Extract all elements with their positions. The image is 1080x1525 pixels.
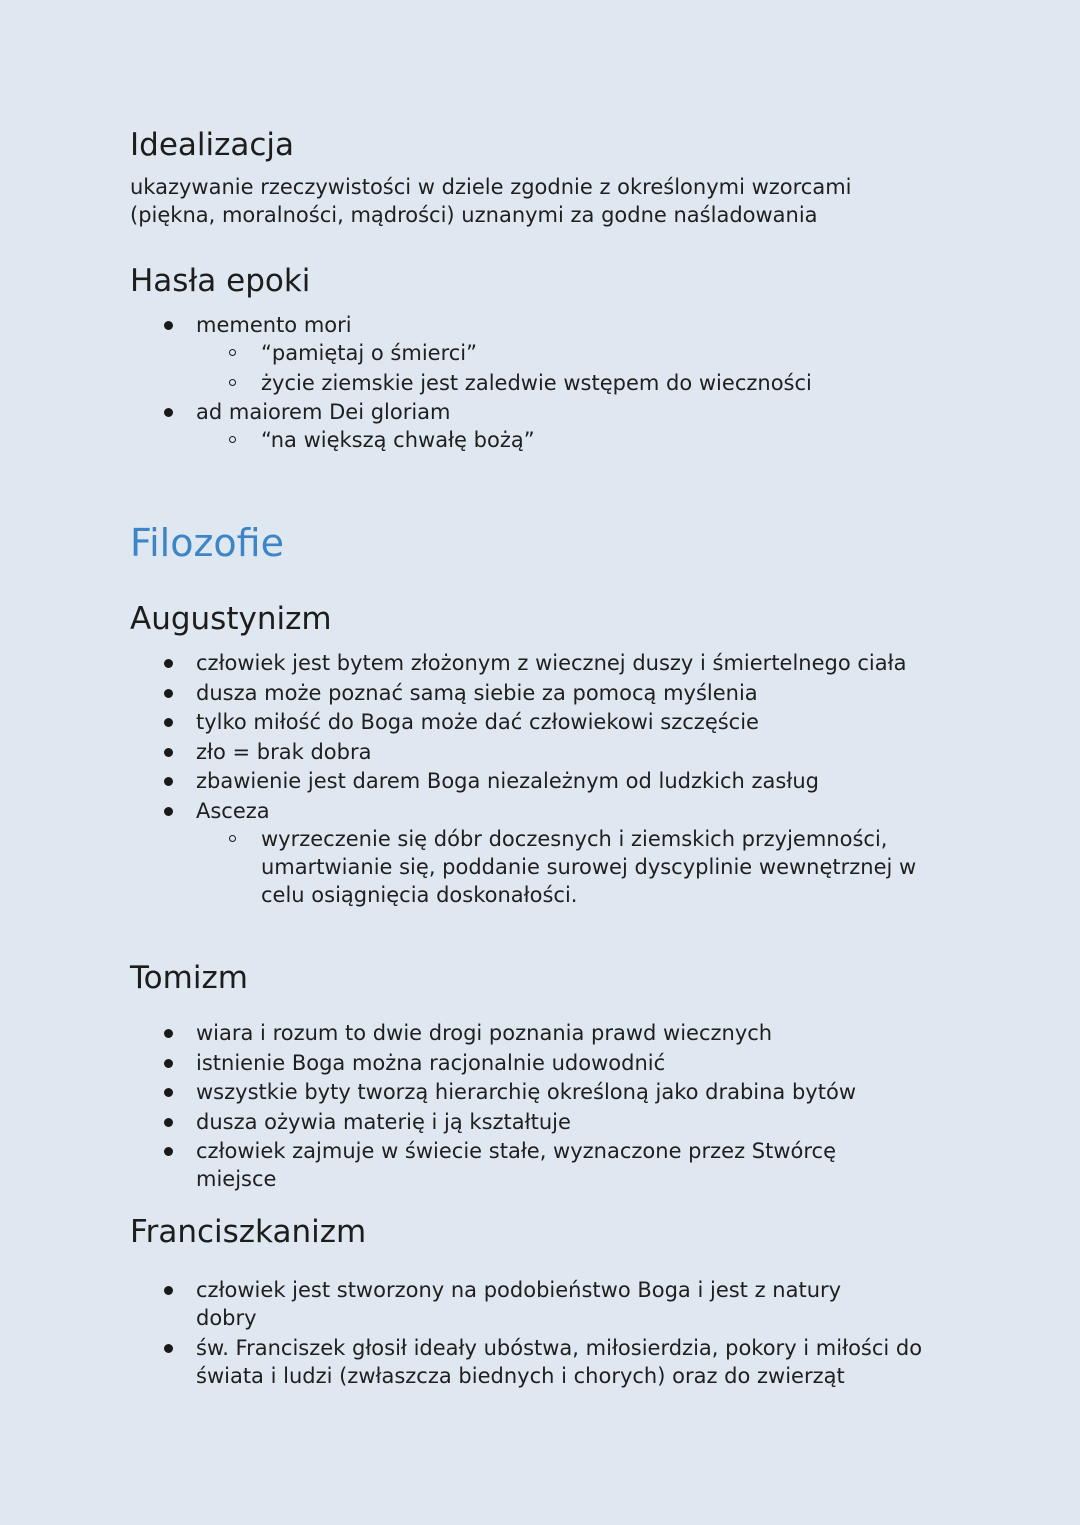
filozofie-section xyxy=(130,518,990,568)
hasla-heading: Hasła epoki xyxy=(130,263,311,299)
list-item xyxy=(130,1137,910,1193)
bullet-icon xyxy=(164,1059,173,1068)
bullet-icon xyxy=(164,807,173,816)
sub-list-item-label: życie ziemskie jest zaledwie wstępem do wieczności xyxy=(261,370,812,395)
circle-bullet-icon xyxy=(229,835,236,842)
list-item-label: człowiek zajmuje w świecie stałe, wyznaczone przez Stwórcę miejsce xyxy=(196,1139,837,1191)
list-item-label: wiara i rozum to dwie drogi poznania prawd wiecznych xyxy=(196,1021,773,1045)
list-item-label: Asceza xyxy=(196,798,270,823)
list-item xyxy=(130,797,990,909)
list-item xyxy=(130,1108,910,1136)
bullet-icon xyxy=(164,1029,173,1038)
augustynizm-section xyxy=(130,599,990,910)
tomizm-section xyxy=(130,958,990,1195)
list-item xyxy=(130,649,990,677)
list-item-label: dusza może poznać samą siebie za pomocą myślenia xyxy=(196,680,758,705)
bullet-icon xyxy=(164,777,173,786)
list-item-label: tylko miłość do Boga może dać człowiekowi szczęście xyxy=(196,710,759,734)
circle-bullet-icon xyxy=(229,349,236,356)
circle-bullet-icon xyxy=(229,379,236,386)
bullet-icon xyxy=(164,718,173,727)
sub-list-item xyxy=(130,426,990,454)
bullet-icon xyxy=(164,408,173,417)
list-item-label: zło = brak dobra xyxy=(196,739,372,764)
list-item-label: św. Franciszek głosił ideały ubóstwa, miłosierdzia, pokory i miłości do świata i ludzi (zwłaszcza biednych i chorych) oraz do zwierząt xyxy=(196,1335,923,1388)
sub-list-item-label: “na większą chwałę bożą” xyxy=(261,428,535,452)
list-item xyxy=(130,679,990,707)
list-item-label: zbawienie jest darem Boga niezależnym od ludzkich zasług xyxy=(196,769,819,793)
sub-list-item xyxy=(130,339,990,367)
list-item-label: człowiek jest stworzony na podobieństwo Boga i jest z natury dobry xyxy=(196,1278,842,1330)
list-item-label: wszystkie byty tworzą hierarchię określoną jako drabina bytów xyxy=(196,1080,856,1104)
bullet-icon xyxy=(164,1147,173,1156)
idealizacja-section xyxy=(130,125,990,229)
list-item xyxy=(130,1019,910,1047)
bullet-icon xyxy=(164,748,173,757)
bullet-icon xyxy=(164,321,173,330)
hasla-list xyxy=(130,311,990,454)
sub-list xyxy=(196,339,990,397)
augustynizm-heading: Augustynizm xyxy=(130,601,332,637)
list-item xyxy=(130,398,990,454)
bullet-icon xyxy=(164,689,173,698)
hasla-section xyxy=(130,261,990,456)
franciszkanizm-heading: Franciszkanizm xyxy=(130,1214,367,1250)
sub-list-item-label: wyrzeczenie się dóbr doczesnych i ziemskich przyjemności, umartwianie się, poddanie surowej dyscyplinie wewnętrznej w celu osiągnięcia doskonałości. xyxy=(261,826,917,907)
sub-list-item-label: “pamiętaj o śmierci” xyxy=(261,341,478,365)
bullet-icon xyxy=(164,1118,173,1127)
list-item xyxy=(130,1078,910,1106)
bullet-icon xyxy=(164,1344,173,1353)
filozofie-heading: Filozofie xyxy=(130,521,284,565)
bullet-icon xyxy=(164,659,173,668)
bullet-icon xyxy=(164,1286,173,1295)
augustynizm-list xyxy=(130,649,990,909)
sub-list-item xyxy=(130,825,941,909)
list-item xyxy=(130,311,990,397)
bullet-icon xyxy=(164,1088,173,1097)
list-item-label: człowiek jest bytem złożonym z wiecznej duszy i śmiertelnego ciała xyxy=(196,651,907,675)
idealizacja-heading: Idealizacja xyxy=(130,127,295,163)
list-item-label: dusza ożywia materię i ją kształtuje xyxy=(196,1109,571,1134)
sub-list xyxy=(196,426,990,454)
idealizacja-definition: ukazywanie rzeczywistości w dziele zgodnie z określonymi wzorcami (piękna, moralności, mądrości) uznanymi za godne naśladowania xyxy=(130,175,852,227)
list-item-label: memento mori xyxy=(196,313,352,337)
tomizm-heading: Tomizm xyxy=(130,960,248,996)
list-item-label: ad maiorem Dei gloriam xyxy=(196,400,451,424)
circle-bullet-icon xyxy=(229,436,236,443)
list-item xyxy=(130,1049,910,1077)
tomizm-list xyxy=(130,1019,910,1193)
franciszkanizm-section xyxy=(130,1212,990,1391)
list-item xyxy=(130,1276,896,1332)
sub-list-item xyxy=(130,369,990,397)
sub-list xyxy=(196,825,990,909)
list-item xyxy=(130,738,990,766)
list-item xyxy=(130,1334,950,1390)
list-item xyxy=(130,708,990,736)
list-item xyxy=(130,767,990,795)
franciszkanizm-list xyxy=(130,1276,950,1390)
list-item-label: istnienie Boga można racjonalnie udowodnić xyxy=(196,1050,666,1075)
